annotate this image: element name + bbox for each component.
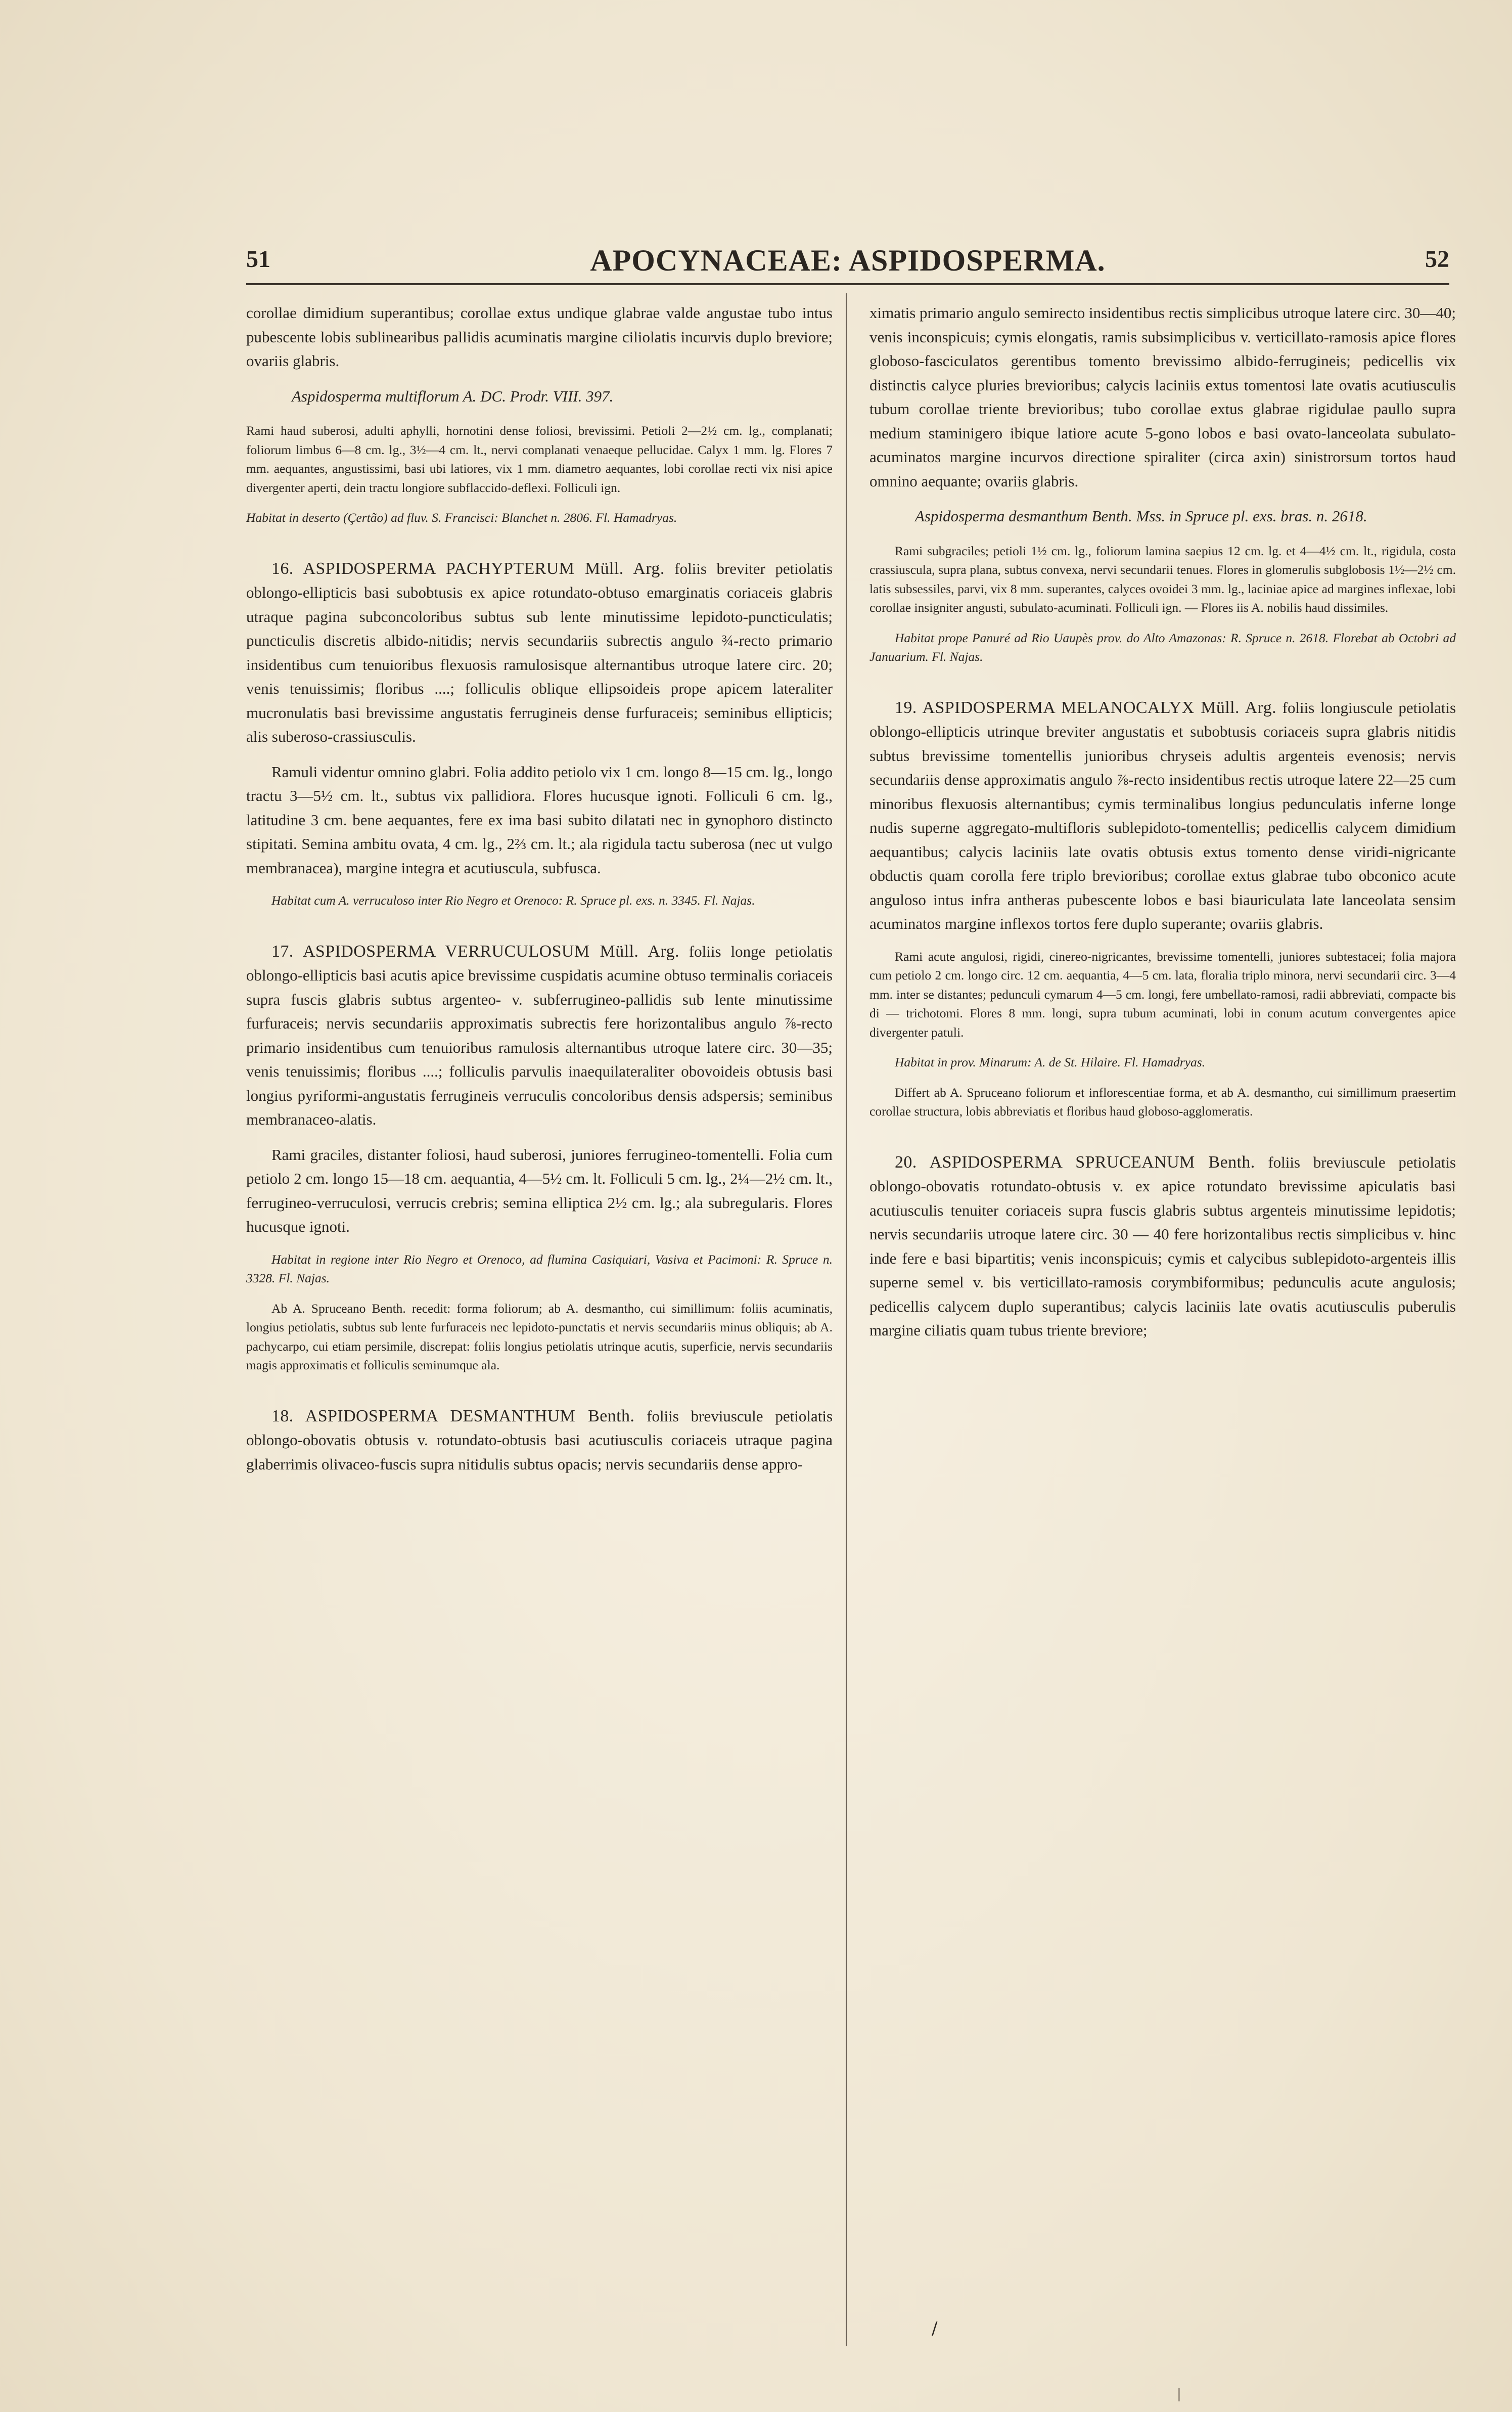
species-heading: 19. ASPIDOSPERMA MELANOCALYX Müll. Arg.	[895, 698, 1277, 717]
header-rule	[246, 283, 1449, 285]
description-paragraph: Rami subgraciles; petioli 1½ cm. lg., foliorum lamina saepius 12 cm. lg. et 4—4½ cm. lt., rigidula, costa crassiuscula, supra plana, subtus convexa, nervi secundarii tenues. Flores in glomerulis subglobosis 1½—2½ cm. latis subsessiles, parvi, vix 8 mm. superantes, calyces ovoidei 3 mm. lg., laciniae apice ad margines inflexae, lobi corollae insigniter angusti, subulato-acuminati. Folliculi ign. — Flores iis A. nobilis haud dissimiles.	[869, 543, 1456, 615]
habitat-note: Habitat in regione inter Rio Negro et Orenoco, ad flumina Casiquiari, Vasiva et Pacimoni: R. Spruce n. 3328. Fl. Najas.	[246, 1252, 833, 1285]
continuation-paragraph: ximatis primario angulo semirecto insidentibus rectis simplicibus utroque latere circ. 30—40; venis inconspicuis; cymis elongatis, ramis subsimplicibus v. verticillato-ramosis apice flores globoso-fasciculatos gerentibus tomento brevissimo albido-ferrugineis; pedicellis vix distinctis calyce pluries brevioribus; calycis laciniis extus tomentosi late ovatis acutiusculis tubum corollae triente brevioribus; tubo corollae extus glabrae rigidulae paullo supra medium staminigero ibique latiore acute 5-gono lobos e basi ovato-lanceolata subulato-acuminatos margine incurvos directione spiraliter (circa axin) sinistrorsum tortos haud omnino aequante; ovariis glabris.	[869, 304, 1456, 490]
description-paragraph: Rami acute angulosi, rigidi, cinereo-nigricantes, brevissime tomentelli, juniores subtestacei; folia majora cum petiolo 2 cm. longo circ. 12 cm. aequantia, 4—5 cm. lata, floralia triplo minora, nervi secundarii circ. 3—4 mm. inter se distantes; pedunculi cymarum 4—5 cm. longi, fere umbellato-ramosi, radii abbreviati, compacte bis di — trichotomi. Flores 8 mm. longi, supra tubum acuminati, lobi in conum acutum convergentes apice divergenter patuli.	[869, 949, 1456, 1040]
habitat-note: Habitat in deserto (Çertão) ad fluv. S. Francisci: Blanchet n. 2806. Fl. Hamadryas.	[246, 510, 677, 525]
species-entry-20	[869, 1150, 1456, 1343]
synonym-reference: Aspidosperma desmanthum Benth. Mss. in Spruce pl. exs. bras. n. 2618.	[915, 507, 1367, 525]
running-title: APOCYNACEAE: ASPIDOSPERMA.	[590, 244, 1106, 277]
diagnosis-text: foliis longe petiolatis oblongo-ellipticis basi acutis apice brevissime cuspidatis acumine obtuso terminalis coriaceis supra fuscis glabris subtus argenteo- v. subferrugineo-pallidis sub lente minutissime furfuraceis; nervis secundariis approximatis subrectis fere horizontalibus angulo ⅞-recto primario insidentibus cum tenuioribus ramulosis alternantibus utroque latere circ. 30—35; venis tenuissimis; floribus ....; folliculis parvulis inaequilateraliter obovoideis obtusis basi longius pyriformi-angustatis ferrugineis verruculis concoloribus densis adspersis; seminibus membranaceo-alatis.	[246, 942, 833, 1128]
species-heading: 16. ASPIDOSPERMA PACHYPTERUM Müll. Arg.	[271, 559, 665, 578]
synonym-reference: Aspidosperma multiflorum A. DC. Prodr. VIII. 397.	[292, 387, 614, 405]
running-header	[246, 245, 1449, 281]
left-page-number: 51	[246, 246, 270, 273]
habitat-note: Habitat cum A. verruculoso inter Rio Negro et Orenoco: R. Spruce pl. exs. n. 3345. Fl. Najas.	[271, 893, 755, 908]
comparison-note: Ab A. Spruceano Benth. recedit: forma foliorum; ab A. desmantho, cui simillimum: foliis acuminatis, longius petiolatis, subtus sub lente furfuraceis nec lepidoto-punctatis et nervis secundariis minus obliquis; ab A. pachycarpo, cui etiam persimile, discrepat: foliis longius petiolatis utrinque acutis, superficie, nervis secundariis magis approximatis et folliculis seminumque ala.	[246, 1301, 833, 1372]
stray-mark: /	[932, 2318, 938, 2339]
description-paragraph: Ramuli videntur omnino glabri. Folia addito petiolo vix 1 cm. longo 8—15 cm. lg., longo tractu 3—5½ cm. lt., subtus vix pallidiora. Flores hucusque ignoti. Folliculi 6 cm. lg., latitudine 3 cm. bene aequantes, fere ex ima basi subito dilatati nec in gynophoro distincto stipitati. Semina ambitu ovata, 4 cm. lg., 2⅔ cm. lt.; ala rigidula tactu suberosa (nec ut vulgo membranacea), margine integra et acutiuscula, subfusca.	[246, 763, 833, 877]
description-paragraph: Rami haud suberosi, adulti aphylli, hornotini dense foliosi, brevissimi. Petioli 2—2½ cm. lg., complanati; foliorum limbus 6—8 cm. lg., 3½—4 cm. lt., nervi complanati venaeque pellucidae. Calyx 1 mm. lg. Flores 7 mm. aequantes, angustissimi, basi ubi latiores, vix 1 mm. diametro aequantes, lobi corollae recti vix nisi apice divergenter aperti, dein tractu longiore subflaccido-deflexi. Folliculi ign.	[246, 423, 833, 495]
column-divider	[846, 293, 847, 2346]
species-entry-18	[246, 1404, 833, 1477]
species-entry-16	[246, 557, 833, 749]
species-heading: 20. ASPIDOSPERMA SPRUCEANUM Benth.	[895, 1152, 1255, 1172]
species-heading: 18. ASPIDOSPERMA DESMANTHUM Benth.	[271, 1406, 635, 1425]
diagnosis-text: foliis breviter petiolatis oblongo-ellipticis basi subobtusis ex apice rotundato-obtuso emarginatis coriaceis glabris utraque pagina subconcoloribus subtus sub lente minutissime lepidoto-puncticulatis; puncticulis discretis albido-nitidis; nervis secundariis subrectis angulo ¾-recto primario insidentibus cum tenuioribus flexuosis ramulosisque alternantibus utroque latere circ. 20; venis tenuissimis; floribus ....; folliculis oblique ellipsoideis prope apicem lateraliter mucronulatis basi brevissime angustatis ferrugineis dense furfuraceis; seminibus ellipticis; alis suberoso-crassiusculis.	[246, 559, 833, 745]
habitat-note: Habitat in prov. Minarum: A. de St. Hilaire. Fl. Hamadryas.	[895, 1055, 1206, 1069]
stray-mark: |	[1177, 2387, 1181, 2402]
description-paragraph: Rami graciles, distanter foliosi, haud suberosi, juniores ferrugineo-tomentelli. Folia cum petiolo 2 cm. longo 15—18 cm. aequantia, 4—5½ cm. lt. Folliculi 5 cm. lg., 2¼—2½ cm. lt., ferrugineo-verruculosi, verrucis crebris; semina elliptica 2½ cm. lg.; ala subregularis. Flores hucusque ignoti.	[246, 1145, 833, 1235]
right-column	[869, 301, 1456, 1354]
habitat-note: Habitat prope Panuré ad Rio Uaupès prov. do Alto Amazonas: R. Spruce n. 2618. Florebat ab Octobri ad Januarium. Fl. Najas.	[869, 630, 1456, 664]
comparison-note: Differt ab A. Spruceano foliorum et inflorescentiae forma, et ab A. desmantho, cui simillimum praesertim corollae structura, lobis abbreviatis et floribus haud globoso-agglomeratis.	[869, 1085, 1456, 1119]
right-page-number: 52	[1425, 246, 1449, 273]
continuation-paragraph: corollae dimidium superantibus; corollae extus undique glabrae valde angustae tubo intus pubescente lobis sublinearibus pallidis acuminatis margine ciliolatis incurvis duplo breviore; ovariis glabris.	[246, 304, 833, 370]
diagnosis-text: foliis longiuscule petiolatis oblongo-ellipticis utrinque breviter angustatis et subobtusis coriaceis supra glabris nitidis subtus brevissime tomentellis junioribus chryseis adultis argenteis evenosis; nervis secundariis dense approximatis angulo ⅞-recto insidentibus rectis utroque latere 22—25 cum minoribus flexuosis alternantibus; cymis terminalibus longius pedunculatis inferne longe nudis superne aggregato-multifloris sublepidoto-tomentellis; pedicellis calycem dimidium aequantibus; calycis laciniis late ovatis obtusis extus tomento dense viridi-nigricante obductis quam corolla fere triplo brevioribus; corollae extus glabrae tubo obconico acute anguloso intus infra antheras pubescente lobos e basi biauriculata late lanceolata sensim acuminatos margine inflexos tortos fere duplo superante; ovariis glabris.	[869, 698, 1456, 932]
diagnosis-text: foliis breviuscule petiolatis oblongo-obovatis rotundato-obtusis v. ex apice rotundato brevissime apiculatis basi acutiusculis tenuiter coriaceis supra fuscis glabris subtus argenteis minutissime lepidotis; nervis secundariis utroque latere circ. 30 — 40 fere horizontalibus rectis simplicibus v. hinc inde fere e basi bipartitis; venis inconspicuis; cymis et calycibus sublepidoto-argenteis illis superne semel v. bis verticillato-ramosis corymbiformibus; pedunculis acute angulosis; pedicellis calycem duplo superantibus; calycis laciniis late ovatis acutiusculis puberulis margine ciliatis quam tubus triente breviore;	[869, 1153, 1456, 1339]
species-entry-19	[869, 696, 1456, 936]
species-entry-17	[246, 940, 833, 1132]
left-column	[246, 301, 833, 1487]
species-heading: 17. ASPIDOSPERMA VERRUCULOSUM Müll. Arg.	[271, 942, 679, 961]
diagnosis-text: foliis breviuscule petiolatis oblongo-obovatis obtusis v. rotundato-obtusis basi acutiusculis coriaceis utraque pagina glaberrimis olivaceo-fuscis supra nitidulis subtus opacis; nervis secundariis dense appro-	[246, 1407, 833, 1473]
